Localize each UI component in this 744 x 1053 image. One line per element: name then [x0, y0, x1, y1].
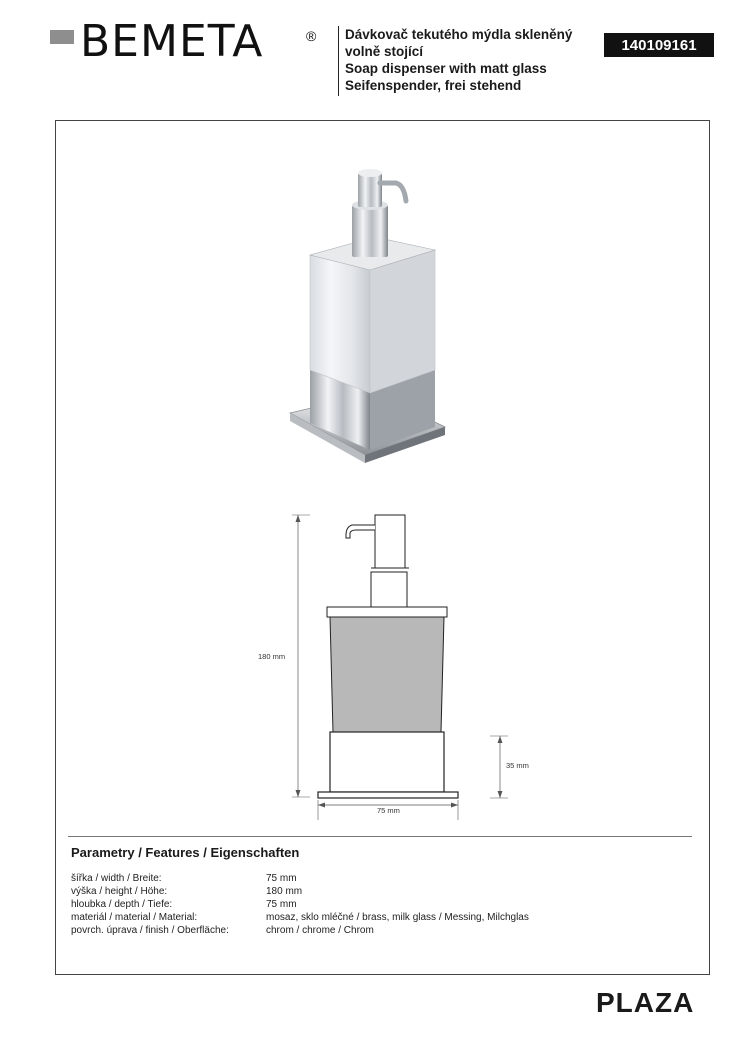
spec-value-width: 75 mm [266, 873, 297, 884]
base-height-label: 35 mm [506, 761, 529, 770]
series-name: PLAZA [596, 987, 695, 1018]
header-divider [338, 26, 339, 96]
spec-value-material: mosaz, sklo mléčné / brass, milk glass / Messing, Milchglas [266, 912, 529, 923]
features-separator [68, 836, 692, 837]
features-title: Parametry / Features / Eigenschaften [71, 845, 300, 860]
spec-value-depth: 75 mm [266, 899, 297, 910]
spec-label-depth: hloubka / depth / Tiefe: [71, 899, 173, 910]
technical-drawing [240, 500, 540, 830]
spec-label-material: materiál / material / Material: [71, 912, 198, 923]
height-label: 180 mm [258, 652, 286, 661]
spec-value-finish: chrom / chrome / Chrom [266, 925, 374, 936]
description-line: Soap dispenser with matt glass [345, 61, 547, 76]
description-line: volně stojící [345, 44, 424, 59]
spec-value-height: 180 mm [266, 886, 303, 897]
description-line: Dávkovač tekutého mýdla skleněný [345, 27, 573, 42]
spec-label-finish: povrch. úprava / finish / Oberfläche: [71, 925, 229, 936]
product-code-badge: 140109161 [604, 33, 714, 57]
spec-label-width: šířka / width / Breite: [71, 873, 162, 884]
width-label: 75 mm [377, 806, 400, 815]
registered-mark: ® [306, 28, 317, 44]
brand-logo: BEMETA [80, 16, 264, 67]
product-photo [270, 165, 470, 475]
spec-label-height: výška / height / Höhe: [71, 886, 168, 897]
logo-mark [50, 30, 74, 44]
product-description [345, 26, 615, 94]
description-line: Seifenspender, frei stehend [345, 78, 522, 93]
